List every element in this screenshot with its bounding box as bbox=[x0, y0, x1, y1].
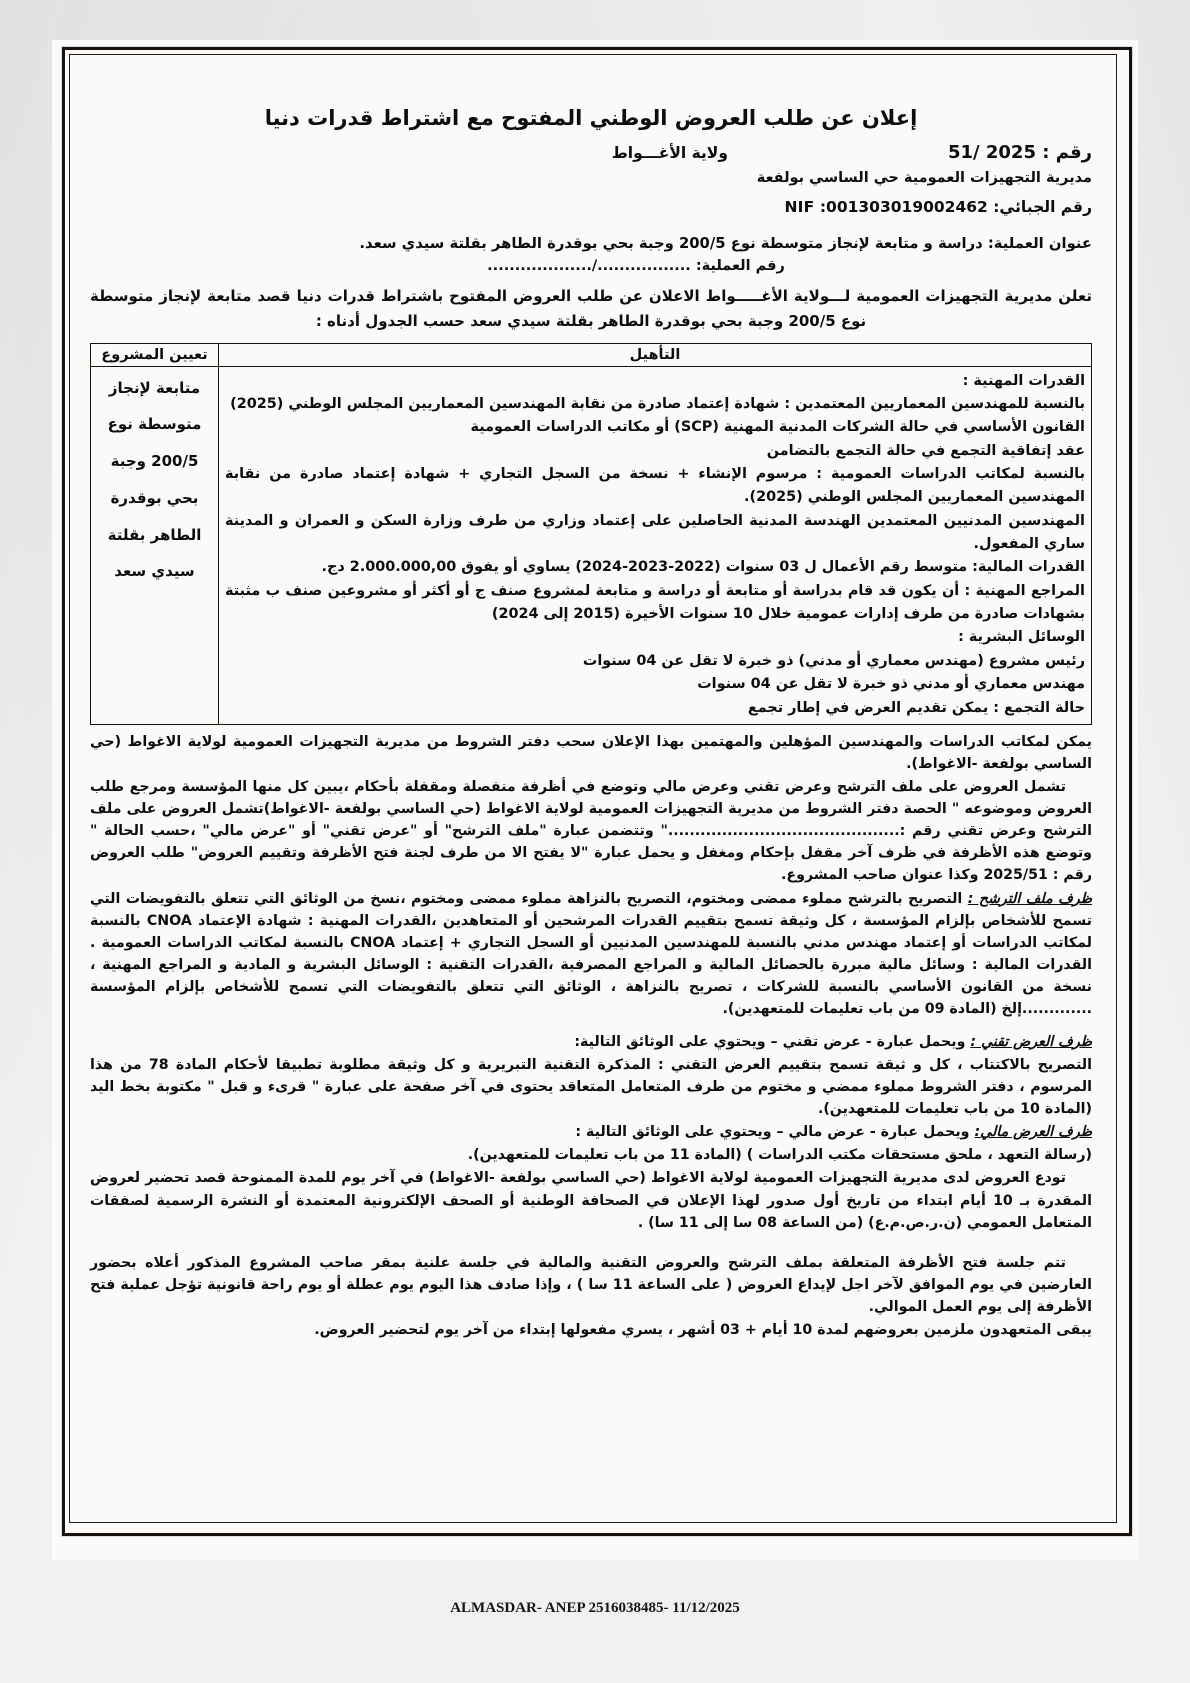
wilaya-and-number-row bbox=[90, 139, 1092, 166]
table-header-row bbox=[91, 343, 1092, 366]
table-row bbox=[91, 366, 1092, 724]
human-resources-line-2: مهندس معماري أو مدني ذو خبرة لا تقل عن 04 سنوات bbox=[697, 675, 1085, 692]
para-technical-envelope: التصريح بالاكتتاب ، كل و ثيقة تسمح بتقييم العرض التقني : المذكرة التقنية التبريرية و كل وثيقة مطلوبة تطبيقا لأحكام المادة 78 من هذا المرسوم ، دفتر الشروط مملوء ممضي و مختوم من طرف المتعامل المتعاقد يحتوى في آخر صفحة على عبارة " قرىء و قبل " مكتوبة بخط اليد (المادة 10 من باب تعليمات للمتعهدين). bbox=[90, 1056, 1092, 1117]
nif-label: رقم الجبائي: 001303019002462: NIF bbox=[784, 198, 1092, 217]
designation-line-2: لإنجاز bbox=[108, 378, 151, 397]
professional-capacity-line-5: المهندسين المدنيين المعتمدين الهندسة المدنية الحاصلين على إعتماد وزاري من طرف وزارة السكن و العمران و المدينة ساري المفعول. bbox=[225, 512, 1085, 552]
para-validity: يبقى المتعهدون ملزمين بعروضهم لمدة 10 أيام + 03 أشهر ، يسري مفعولها إبتداء من آخر يوم لتحضير العروض. bbox=[314, 1322, 1092, 1339]
intro-line-2: لإنجاز متوسطة نوع 200/5 وجبة بحي بوقدرة الطاهر بقلتة سيدي سعد حسب الجدول أدناه : bbox=[90, 286, 867, 331]
professional-capacity-heading: القدرات المهنية : bbox=[962, 372, 1085, 389]
designation-line-1: متابعة bbox=[155, 378, 201, 397]
para-technical-envelope-head bbox=[90, 1031, 1092, 1053]
operation-number: رقم العملية: ................./................... bbox=[487, 257, 785, 274]
issuer-header bbox=[90, 139, 1092, 219]
page-title: إعلان عن طلب العروض الوطني المفتوح مع اشتراط قدرات دنيا bbox=[264, 106, 918, 130]
para-withdrawal: يمكن لمكاتب الدراسات والمهندسين المؤهلين والمهتمين بهذا الإعلان سحب دفتر الشروط من مديرية التجهيزات العمومية لولاية الاغواط (حي الساسي بولفعة -الاغواط). bbox=[90, 733, 1092, 772]
professional-capacity-line-3: عقد إتفاقية التجمع في حالة التجمع بالتضامن bbox=[766, 442, 1085, 459]
designation-line-4: 200/5 وجبة bbox=[110, 452, 199, 471]
text-candidacy-envelope: التصريح بالترشح مملوء ممضى ومختوم، التصريح بالنزاهة مملوء ممضى ومختوم ،نسخ من الوثائق التي تتعلق بالتفويضات التي تسمح للأشخاص بإلزام المؤسسة ، كل وثيقة تسمح بتقييم القدرات المرشحين أو المتعاهدين ،القدرات المهنية : شهادة الإعتماد CNOA بالنسبة لمكاتب الدراسات أو إعتماد مهندس مدني بالنسبة للمهندسين المدنيين أو السجل التجاري + إعتماد CNOA بالنسبة لمكاتب الدراسات العمومية . القدرات المالية : وسائل مالية مبررة بالحصائل المالية و المراجع المصرفية ،القدرات التقنية : الوسائل البشرية و المادية و المراجع المهنية ، نسخة من القانون الأساسي بالنسبة للشركات ، تصريح بالنزاهة ، الوثائق التي تتعلق بالتفويضات التي تسمح للأشخاص بإلزام المؤسسة .............إلخ (المادة 09 من باب تعليمات للمتعهدين). bbox=[90, 890, 1093, 1018]
para-financial-envelope-head bbox=[90, 1121, 1092, 1143]
para-candidacy-envelope bbox=[90, 888, 1092, 1021]
text-financial-envelope-head: ويحمل عبارة - عرض مالي – ويحتوي على الوثائق التالية : bbox=[575, 1124, 970, 1141]
intro-paragraph bbox=[90, 284, 1092, 335]
announcement-body bbox=[90, 731, 1092, 1342]
footer-reference: ALMASDAR- ANEP 2516038485- 11/12/2025 bbox=[450, 1600, 740, 1616]
label-candidacy-envelope: ظرف ملف الترشح : bbox=[967, 890, 1092, 907]
professional-references: المراجع المهنية : أن يكون قد قام بدراسة أو متابعة أو دراسة و متابعة لمشروع صنف ج أو أكثر أو مشروعين صنف ب مثبتة بشهادات صادرة من طرف إدارات عمومية خلال 10 سنوات الأخيرة (2015 إلى 2024) bbox=[225, 582, 1085, 622]
professional-capacity-line-2: القانون الأساسي في حالة الشركات المدنية المهنية (SCP) أو مكاتب الدراسات العمومية bbox=[470, 419, 1085, 436]
para-opening-session: تتم جلسة فتح الأظرفة المتعلقة بملف الترشح والعروض التقنية والمالية في جلسة علنية بمقر صاحب المشروع المذكور أعلاه بحضور العارضين في يوم الموافق لآخر اجل لإيداع العروض ( على الساعة 11 سا ) ، وإذا صادف هذا اليوم يوم عطلة أو يوم راحة قانونية تؤجل عملية فتح الأظرفة إلى يوم العمل الموالي. bbox=[90, 1254, 1092, 1316]
wilaya-label: ولاية الأغـــواط bbox=[611, 144, 728, 163]
designation-line-7: سيدي سعد bbox=[114, 562, 195, 581]
operation-title: عنوان العملية: دراسة و متابعة لإنجاز متوسطة نوع 200/5 وجبة بحي بوقدرة الطاهر بقلتة سيدي سعد. bbox=[359, 235, 1092, 253]
qualification-table bbox=[90, 343, 1092, 725]
column-header-designation: تعيين المشروع bbox=[91, 343, 219, 366]
human-resources-heading: الوسائل البشرية : bbox=[958, 629, 1085, 646]
para-deposit: تودع العروض لدى مديرية التجهيزات العمومية لولاية الاغواط (حي الساسي بولفعة -الاغواط) في آخر يوم للمدة الممنوحة قصد تحضير لعروض المقدرة بـ 10 أيام ابتداء من تاريخ أول صدور لهذا الإعلان في الصحافة الوطنية أو الصحف الإلكترونية المعتمدة أو النشرة الرسمية لصفقات المتعامل العمومي (ن.ر.ص.م.ع) (من الساعة 08 سا إلى 11 سا) . bbox=[90, 1170, 1092, 1231]
spacer bbox=[90, 1022, 1092, 1031]
label-financial-envelope: ظرف العرض مالي: bbox=[974, 1124, 1092, 1141]
designation-line-5: بحي بوقدرة bbox=[110, 488, 199, 507]
para-financial-envelope: (رسالة التعهد ، ملحق مستحقات مكتب الدراسات ) (المادة 11 من باب تعليمات للمتعهدين). bbox=[467, 1147, 1092, 1164]
designation-line-6: الطاهر بقلتة bbox=[107, 525, 202, 544]
intro-line-1: تعلن مديرية التجهيزات العمومية لـــولاية الأغـــــواط الاعلان عن طلب العروض المفتوح باشتراط قدرات دنيا قصد متابعة bbox=[207, 286, 1092, 305]
announcement-number: رقم : 2025 /51 bbox=[947, 142, 1092, 164]
designation-cell bbox=[91, 366, 219, 724]
financial-capacity: القدرات المالية: متوسط رقم الأعمال ل 03 سنوات (2022-2023-2024) يساوي أو يفوق 2.000.000,00 دج. bbox=[321, 559, 1085, 576]
column-header-qualification: التأهيل bbox=[219, 343, 1092, 366]
announcement-content bbox=[80, 66, 1102, 1506]
professional-capacity-line-4: بالنسبة لمكاتب الدراسات العمومية : مرسوم الإنشاء + نسخة من السجل التجاري + شهادة إعتماد صادرة من نقابة المهندسين المعماريين المجلس الوطني (2025). bbox=[225, 465, 1085, 506]
text-technical-envelope-head: ويحمل عبارة - عرض تقني – ويحتوي على الوثائق التالية: bbox=[574, 1033, 966, 1050]
human-resources-line-1: رئيس مشروع (مهندس معماري أو مدني) ذو خبرة لا تقل عن 04 سنوات bbox=[582, 652, 1085, 669]
label-technical-envelope: ظرف العرض تقني : bbox=[970, 1033, 1092, 1050]
directorate-label: مديرية التجهيزات العمومية حي الساسي بولفعة bbox=[756, 170, 1092, 187]
spacer bbox=[90, 1235, 1092, 1252]
professional-capacity-line-1: بالنسبة للمهندسين المعماريين المعتمدين : شهادة إعتماد صادرة من نقابة المهندسين المعماريين المجلس الوطني (2025) bbox=[230, 395, 1085, 412]
para-offers-composition: تشمل العروض على ملف الترشح وعرض تقني وعرض مالي وتوضع في أظرفة منفصلة ومقفلة بأحكام ،يبين كل منها المؤسسة ومرجع طلب العروض وموضوعه " الحصة دفتر الشروط من مديرية التجهيزات العمومية لولاية الاغواط (حي الساسي بولفعة -الاغواط)تشمل العروض على ملف الترشح وعرض تقني رقم :..........................................." وتتضمن عبارة "ملف الترشح" أو "عرض تقني" أو "عرض مالي" ،حسب الحالة " وتوضع هذه الأظرفة في ظرف آخر مقفل بإحكام ومغفل و يحمل عبارة "لا يفتح الا من طرف لجنة فتح الأظرفة وتقييم العروض" طلب العروض رقم : 2025/51 وكذا عنوان صاحب المشروع. bbox=[90, 778, 1092, 884]
qualification-cell bbox=[219, 366, 1092, 724]
grouping-case: حالة التجمع : يمكن تقديم العرض في إطار تجمع bbox=[747, 700, 1085, 717]
designation-line-3: متوسطة نوع bbox=[107, 415, 202, 434]
